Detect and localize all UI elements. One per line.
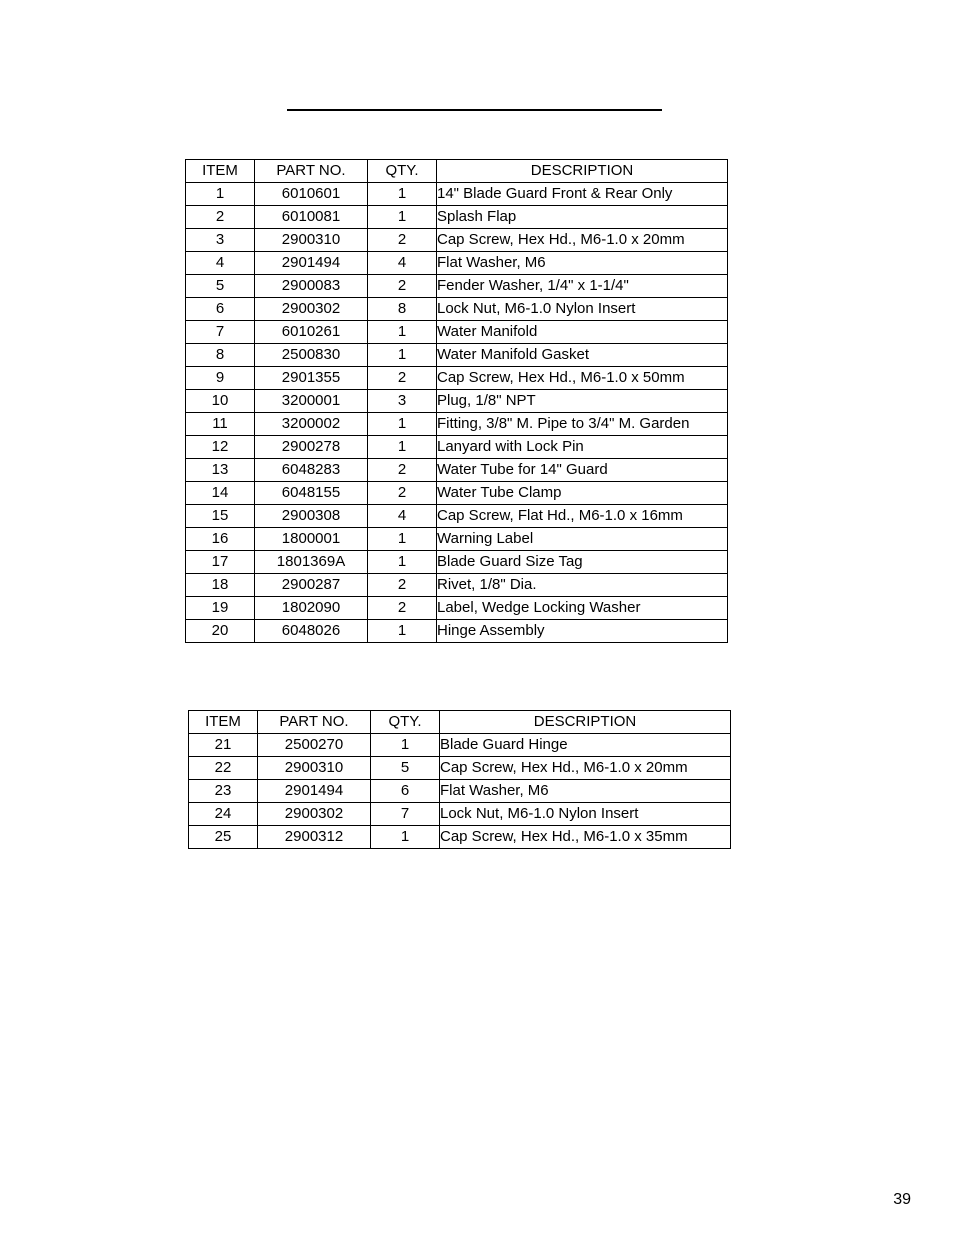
description-cell: Flat Washer, M6: [440, 780, 731, 803]
description-cell: Cap Screw, Hex Hd., M6-1.0 x 20mm: [437, 229, 728, 252]
item-cell: 25: [189, 826, 258, 849]
table-row: [186, 597, 728, 620]
description-cell: Cap Screw, Flat Hd., M6-1.0 x 16mm: [437, 505, 728, 528]
table-row: [186, 275, 728, 298]
part-no-cell: 1802090: [255, 597, 368, 620]
table-row: [186, 252, 728, 275]
item-cell: 2: [186, 206, 255, 229]
table-row: [186, 413, 728, 436]
part-no-cell: 2900287: [255, 574, 368, 597]
table-row: [186, 551, 728, 574]
title-underline: [287, 109, 662, 111]
part-no-cell: 2901494: [258, 780, 371, 803]
table-body: [186, 183, 728, 643]
qty-cell: 1: [368, 413, 437, 436]
item-cell: 18: [186, 574, 255, 597]
table-row: [186, 367, 728, 390]
table-row: [186, 528, 728, 551]
parts-table-1: [185, 159, 728, 643]
table-header-row: [186, 160, 728, 183]
description-cell: Lanyard with Lock Pin: [437, 436, 728, 459]
qty-cell: 1: [368, 344, 437, 367]
qty-cell: 1: [371, 734, 440, 757]
item-cell: 15: [186, 505, 255, 528]
part-no-cell: 2900302: [258, 803, 371, 826]
qty-cell: 1: [368, 206, 437, 229]
table-row: [189, 734, 731, 757]
part-no-cell: 1801369A: [255, 551, 368, 574]
description-cell: Lock Nut, M6-1.0 Nylon Insert: [440, 803, 731, 826]
item-cell: 17: [186, 551, 255, 574]
description-cell: Warning Label: [437, 528, 728, 551]
description-cell: Flat Washer, M6: [437, 252, 728, 275]
description-cell: Hinge Assembly: [437, 620, 728, 643]
qty-cell: 2: [368, 275, 437, 298]
qty-cell: 2: [368, 597, 437, 620]
item-cell: 23: [189, 780, 258, 803]
part-no-cell: 2901494: [255, 252, 368, 275]
item-cell: 7: [186, 321, 255, 344]
qty-cell: 1: [368, 551, 437, 574]
header-qty: QTY.: [371, 711, 440, 734]
part-no-cell: 1800001: [255, 528, 368, 551]
description-cell: Blade Guard Hinge: [440, 734, 731, 757]
qty-cell: 2: [368, 574, 437, 597]
item-cell: 3: [186, 229, 255, 252]
page-number: 39: [893, 1191, 911, 1208]
description-cell: Cap Screw, Hex Hd., M6-1.0 x 20mm: [440, 757, 731, 780]
qty-cell: 1: [371, 826, 440, 849]
table-row: [189, 780, 731, 803]
part-no-cell: 3200001: [255, 390, 368, 413]
table-row: [186, 459, 728, 482]
header-part-no: PART NO.: [258, 711, 371, 734]
item-cell: 24: [189, 803, 258, 826]
table-row: [186, 183, 728, 206]
item-cell: 19: [186, 597, 255, 620]
header-item: ITEM: [189, 711, 258, 734]
part-no-cell: 2901355: [255, 367, 368, 390]
table-row: [189, 826, 731, 849]
item-cell: 16: [186, 528, 255, 551]
parts-table-2: [188, 710, 731, 849]
table-row: [186, 206, 728, 229]
description-cell: Fitting, 3/8" M. Pipe to 3/4" M. Garden: [437, 413, 728, 436]
description-cell: Splash Flap: [437, 206, 728, 229]
table-row: [186, 298, 728, 321]
qty-cell: 7: [371, 803, 440, 826]
qty-cell: 2: [368, 367, 437, 390]
item-cell: 20: [186, 620, 255, 643]
qty-cell: 1: [368, 620, 437, 643]
part-no-cell: 2500830: [255, 344, 368, 367]
qty-cell: 3: [368, 390, 437, 413]
part-no-cell: 2900308: [255, 505, 368, 528]
item-cell: 10: [186, 390, 255, 413]
part-no-cell: 2900302: [255, 298, 368, 321]
item-cell: 12: [186, 436, 255, 459]
part-no-cell: 2500270: [258, 734, 371, 757]
part-no-cell: 2900083: [255, 275, 368, 298]
table-row: [186, 321, 728, 344]
header-description: DESCRIPTION: [437, 160, 728, 183]
item-cell: 11: [186, 413, 255, 436]
item-cell: 1: [186, 183, 255, 206]
table-header-row: [189, 711, 731, 734]
part-no-cell: 6048283: [255, 459, 368, 482]
description-cell: Water Manifold: [437, 321, 728, 344]
part-no-cell: 6010081: [255, 206, 368, 229]
item-cell: 6: [186, 298, 255, 321]
table-row: [186, 390, 728, 413]
item-cell: 13: [186, 459, 255, 482]
part-no-cell: 6048155: [255, 482, 368, 505]
item-cell: 4: [186, 252, 255, 275]
description-cell: Water Tube Clamp: [437, 482, 728, 505]
table-row: [186, 620, 728, 643]
table-row: [186, 344, 728, 367]
item-cell: 5: [186, 275, 255, 298]
part-no-cell: 2900310: [255, 229, 368, 252]
description-cell: Water Tube for 14" Guard: [437, 459, 728, 482]
qty-cell: 1: [368, 183, 437, 206]
part-no-cell: 2900312: [258, 826, 371, 849]
header-item: ITEM: [186, 160, 255, 183]
item-cell: 22: [189, 757, 258, 780]
qty-cell: 1: [368, 528, 437, 551]
description-cell: Plug, 1/8" NPT: [437, 390, 728, 413]
qty-cell: 4: [368, 252, 437, 275]
table-row: [186, 436, 728, 459]
item-cell: 9: [186, 367, 255, 390]
qty-cell: 5: [371, 757, 440, 780]
part-no-cell: 6010601: [255, 183, 368, 206]
item-cell: 8: [186, 344, 255, 367]
description-cell: Cap Screw, Hex Hd., M6-1.0 x 50mm: [437, 367, 728, 390]
table-row: [186, 229, 728, 252]
part-no-cell: 2900278: [255, 436, 368, 459]
qty-cell: 8: [368, 298, 437, 321]
table-row: [189, 757, 731, 780]
qty-cell: 2: [368, 229, 437, 252]
part-no-cell: 2900310: [258, 757, 371, 780]
qty-cell: 2: [368, 459, 437, 482]
table-row: [186, 574, 728, 597]
table-row: [186, 482, 728, 505]
description-cell: Label, Wedge Locking Washer: [437, 597, 728, 620]
item-cell: 21: [189, 734, 258, 757]
qty-cell: 1: [368, 436, 437, 459]
description-cell: 14" Blade Guard Front & Rear Only: [437, 183, 728, 206]
qty-cell: 2: [368, 482, 437, 505]
header-part-no: PART NO.: [255, 160, 368, 183]
description-cell: Water Manifold Gasket: [437, 344, 728, 367]
description-cell: Rivet, 1/8" Dia.: [437, 574, 728, 597]
description-cell: Cap Screw, Hex Hd., M6-1.0 x 35mm: [440, 826, 731, 849]
header-description: DESCRIPTION: [440, 711, 731, 734]
table-row: [189, 803, 731, 826]
table-body: [189, 734, 731, 849]
qty-cell: 6: [371, 780, 440, 803]
part-no-cell: 3200002: [255, 413, 368, 436]
description-cell: Fender Washer, 1/4" x 1-1/4": [437, 275, 728, 298]
table-row: [186, 505, 728, 528]
qty-cell: 4: [368, 505, 437, 528]
item-cell: 14: [186, 482, 255, 505]
description-cell: Lock Nut, M6-1.0 Nylon Insert: [437, 298, 728, 321]
header-qty: QTY.: [368, 160, 437, 183]
part-no-cell: 6010261: [255, 321, 368, 344]
description-cell: Blade Guard Size Tag: [437, 551, 728, 574]
part-no-cell: 6048026: [255, 620, 368, 643]
qty-cell: 1: [368, 321, 437, 344]
